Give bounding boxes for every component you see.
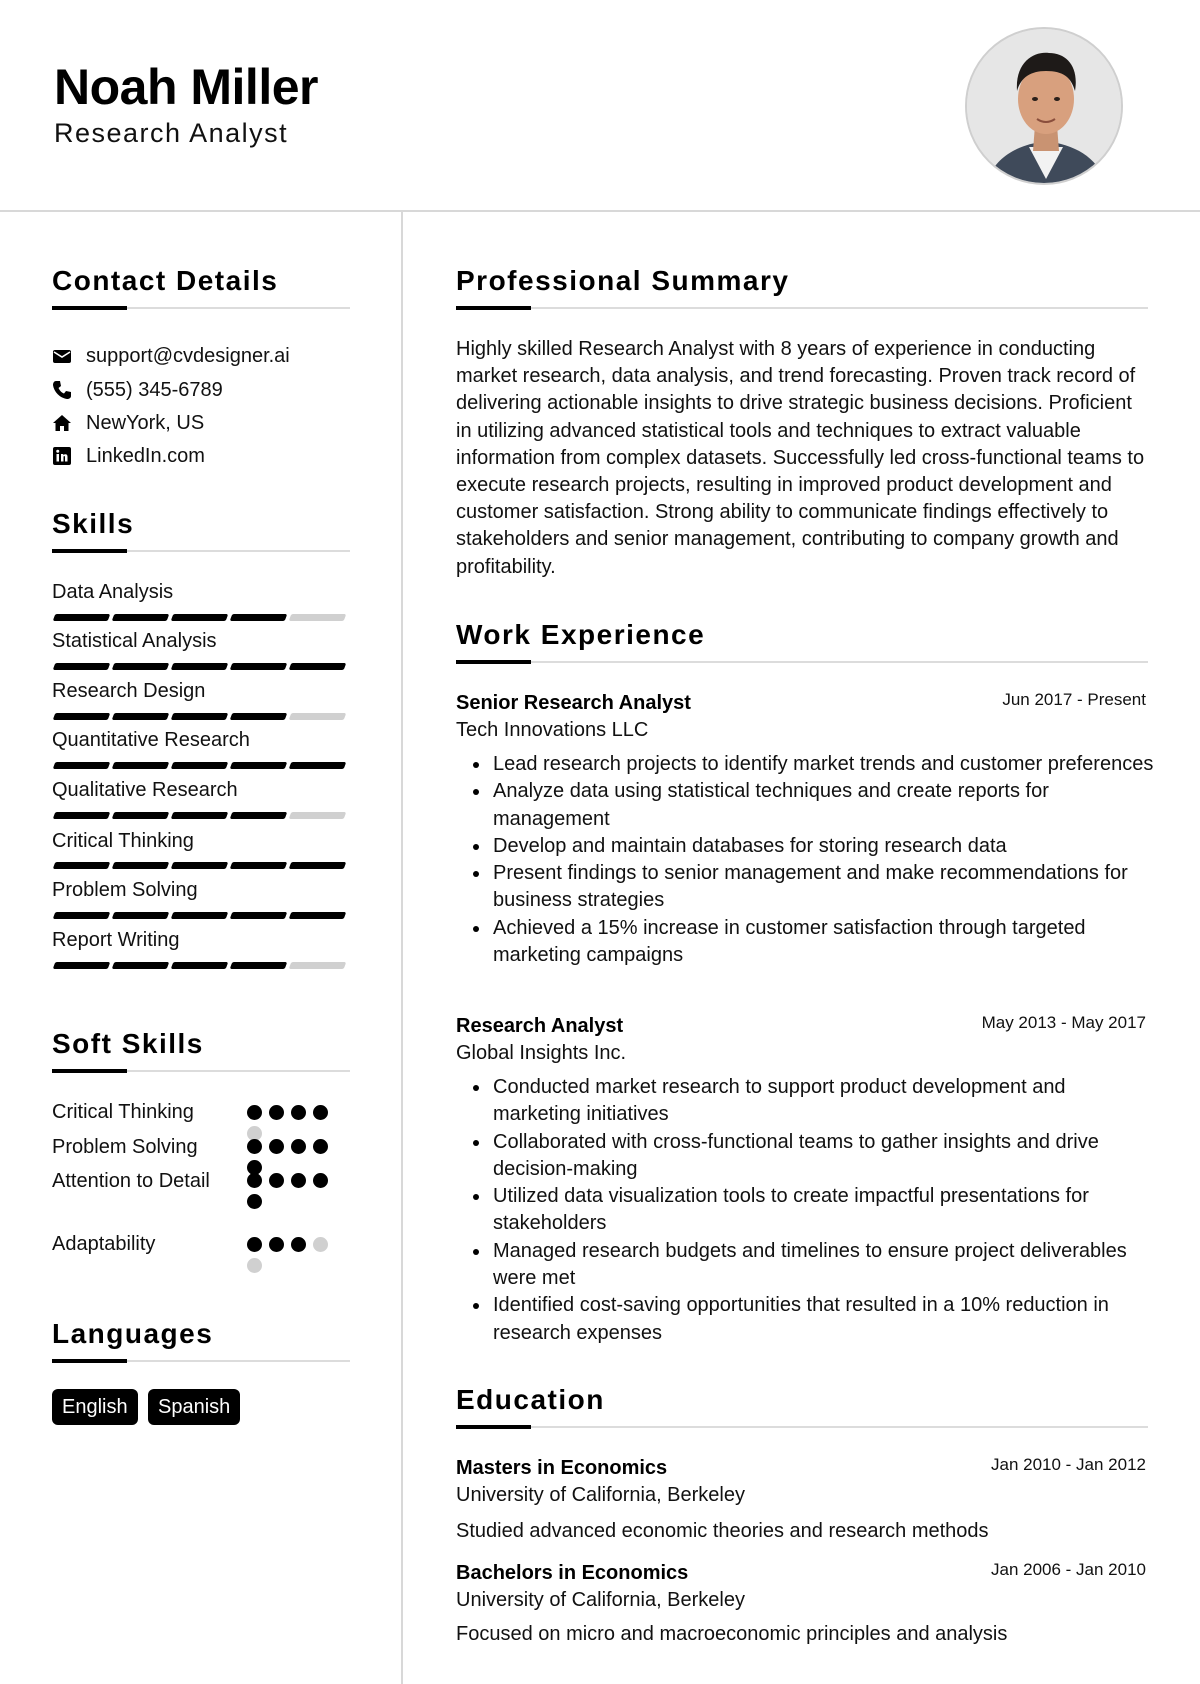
skill-segment-filled	[112, 663, 170, 670]
skill-segment-filled	[289, 762, 347, 769]
skill-segment-filled	[171, 713, 229, 720]
education-school: University of California, Berkeley	[456, 1484, 745, 1506]
skill-label: Statistical Analysis	[52, 630, 217, 652]
skill-segment-filled	[112, 713, 170, 720]
skill-segment-filled	[112, 962, 170, 969]
soft-skill-label: Attention to Detail	[52, 1170, 210, 1192]
skill-segment-empty	[289, 614, 347, 621]
education-heading: Education	[456, 1384, 605, 1415]
rating-dot-filled	[269, 1173, 284, 1188]
skill-segment-filled	[53, 862, 111, 869]
skill-label: Data Analysis	[52, 581, 174, 603]
contact-location	[52, 408, 204, 438]
home-icon	[52, 413, 72, 433]
rating-dot-filled	[247, 1105, 262, 1120]
language-pill-spanish: Spanish	[148, 1389, 240, 1425]
skills-heading: Skills	[52, 508, 135, 539]
rating-dot-filled	[291, 1139, 306, 1154]
contact-email-text: support@cvdesigner.ai	[86, 344, 290, 367]
job-bullet: Lead research projects to identify market trends and customer preferences	[456, 751, 1156, 778]
contact-heading-accent	[52, 306, 127, 310]
skill-segment-filled	[171, 762, 229, 769]
summary-heading-rule	[456, 307, 1148, 309]
skill-level-bar	[54, 762, 345, 769]
skill-segment-filled	[230, 762, 288, 769]
job-bullet: Managed research budgets and timelines to ensure project deliverables were met	[456, 1238, 1156, 1293]
experience-heading-accent	[456, 660, 531, 664]
rating-dot-empty	[247, 1258, 262, 1273]
soft-skills-heading: Soft Skills	[52, 1028, 204, 1059]
skill-label: Critical Thinking	[52, 830, 194, 852]
rating-dot-filled	[247, 1139, 262, 1154]
education-degree: Bachelors in Economics	[456, 1562, 689, 1584]
skill-label: Problem Solving	[52, 879, 198, 901]
job-bullet: Utilized data visualization tools to create impactful presentations for stakeholders	[456, 1183, 1156, 1238]
skill-segment-filled	[171, 862, 229, 869]
skill-label: Report Writing	[52, 929, 180, 951]
skill-level-bar	[54, 812, 345, 819]
contact-phone-text: (555) 345-6789	[86, 378, 223, 401]
skill-segment-filled	[53, 713, 111, 720]
soft-skill-label: Adaptability	[52, 1233, 156, 1255]
contact-email[interactable]	[52, 341, 290, 371]
skill-level-bar	[54, 663, 345, 670]
rating-dot-filled	[247, 1173, 262, 1188]
education-school: University of California, Berkeley	[456, 1589, 745, 1611]
resume-header	[0, 0, 1200, 212]
skill-level-bar	[54, 713, 345, 720]
skill-level-bar	[54, 962, 345, 969]
job-bullet: Achieved a 15% increase in customer satisfaction through targeted marketing campaigns	[456, 915, 1156, 970]
skill-segment-filled	[171, 663, 229, 670]
linkedin-icon	[52, 446, 72, 466]
contact-heading: Contact Details	[52, 265, 279, 296]
skill-segment-empty	[289, 713, 347, 720]
rating-dot-filled	[269, 1237, 284, 1252]
job-bullets	[456, 751, 1156, 969]
skill-level-bar	[54, 862, 345, 869]
skill-segment-filled	[230, 663, 288, 670]
skills-heading-accent	[52, 549, 127, 553]
skill-segment-filled	[289, 912, 347, 919]
soft-skill-dots	[247, 1139, 331, 1175]
contact-location-text: NewYork, US	[86, 411, 205, 434]
column-divider	[401, 212, 403, 1684]
skill-label: Quantitative Research	[52, 729, 250, 751]
skill-segment-filled	[230, 614, 288, 621]
job-date: May 2013 - May 2017	[981, 1013, 1146, 1032]
skill-segment-filled	[112, 812, 170, 819]
skill-segment-filled	[230, 713, 288, 720]
skill-segment-filled	[112, 912, 170, 919]
profile-photo	[965, 27, 1123, 185]
rating-dot-filled	[313, 1105, 328, 1120]
rating-dot-filled	[269, 1105, 284, 1120]
rating-dot-filled	[291, 1105, 306, 1120]
job-bullets	[456, 1074, 1156, 1347]
skill-label: Qualitative Research	[52, 779, 238, 801]
rating-dot-filled	[247, 1194, 262, 1209]
soft-skill-dots	[247, 1105, 331, 1141]
skill-segment-filled	[230, 912, 288, 919]
job-bullet: Collaborated with cross-functional teams to gather insights and drive decision-making	[456, 1129, 1156, 1184]
skill-segment-filled	[289, 862, 347, 869]
job-bullet: Develop and maintain databases for storing research data	[456, 833, 1156, 860]
phone-icon	[52, 380, 72, 400]
skill-segment-empty	[289, 812, 347, 819]
skill-segment-filled	[53, 812, 111, 819]
education-description: Studied advanced economic theories and research methods	[456, 1520, 989, 1542]
education-heading-rule	[456, 1426, 1148, 1428]
job-bullet: Conducted market research to support product development and marketing initiatives	[456, 1074, 1156, 1129]
contact-linkedin[interactable]	[52, 441, 205, 471]
education-heading-accent	[456, 1425, 531, 1429]
education-date: Jan 2006 - Jan 2010	[990, 1560, 1146, 1579]
education-date: Jan 2010 - Jan 2012	[990, 1455, 1146, 1474]
skill-segment-filled	[171, 962, 229, 969]
person-photo-icon	[967, 29, 1123, 185]
summary-text: Highly skilled Research Analyst with 8 years of experience in conducting market research, data analysis, and trend forecasting. Proven track record of delivering actionable insights to drive strategic business decisions. Proficient in utilizing advanced statistical tools and techniques to extract valuable information from complex datasets. Successfully led cross-functional teams to execute research projects, resulting in improved product development and customer satisfaction. Strong ability to communicate findings effectively to stakeholders and senior management, contributing to company growth and profitability.	[456, 338, 1145, 578]
experience-heading: Work Experience	[456, 619, 706, 650]
rating-dot-filled	[247, 1237, 262, 1252]
soft-skill-label: Critical Thinking	[52, 1101, 194, 1123]
candidate-name: Noah Miller	[54, 59, 318, 115]
envelope-icon	[52, 346, 72, 366]
contact-phone[interactable]	[52, 375, 223, 405]
skill-segment-filled	[171, 912, 229, 919]
soft-skill-dots	[247, 1237, 331, 1273]
summary-heading: Professional Summary	[456, 265, 790, 296]
candidate-title: Research Analyst	[54, 118, 289, 148]
skill-segment-filled	[53, 912, 111, 919]
experience-heading-rule	[456, 661, 1148, 663]
languages-heading-accent	[52, 1359, 127, 1363]
rating-dot-filled	[291, 1237, 306, 1252]
contact-linkedin-text: LinkedIn.com	[86, 444, 205, 467]
skill-segment-filled	[171, 812, 229, 819]
skill-segment-filled	[53, 614, 111, 621]
language-pill-english: English	[52, 1389, 138, 1425]
languages-heading: Languages	[52, 1318, 214, 1349]
rating-dot-filled	[269, 1139, 284, 1154]
soft-skill-label: Problem Solving	[52, 1136, 198, 1158]
skill-segment-filled	[230, 962, 288, 969]
rating-dot-filled	[291, 1173, 306, 1188]
skill-segment-filled	[230, 862, 288, 869]
rating-dot-empty	[313, 1237, 328, 1252]
skill-label: Research Design	[52, 680, 206, 702]
skill-segment-filled	[171, 614, 229, 621]
job-bullet: Present findings to senior management and make recommendations for business strategies	[456, 860, 1156, 915]
skill-segment-filled	[53, 663, 111, 670]
rating-dot-filled	[313, 1173, 328, 1188]
summary-heading-accent	[456, 306, 531, 310]
education-description: Focused on micro and macroeconomic principles and analysis	[456, 1623, 1008, 1645]
skill-segment-filled	[112, 762, 170, 769]
skill-segment-empty	[289, 962, 347, 969]
soft-skill-dots	[247, 1173, 331, 1209]
soft-skills-heading-accent	[52, 1069, 127, 1073]
job-company: Global Insights Inc.	[456, 1042, 627, 1064]
skill-segment-filled	[230, 812, 288, 819]
job-title: Senior Research Analyst	[456, 692, 691, 714]
job-title: Research Analyst	[456, 1015, 624, 1037]
job-company: Tech Innovations LLC	[456, 719, 649, 741]
job-bullet: Analyze data using statistical techniques and create reports for management	[456, 778, 1156, 833]
rating-dot-filled	[313, 1139, 328, 1154]
skill-segment-filled	[53, 962, 111, 969]
skill-segment-filled	[289, 663, 347, 670]
education-degree: Masters in Economics	[456, 1457, 668, 1479]
skill-level-bar	[54, 614, 345, 621]
skill-segment-filled	[112, 614, 170, 621]
skill-level-bar	[54, 912, 345, 919]
job-date: Jun 2017 - Present	[1002, 690, 1146, 709]
skill-segment-filled	[112, 862, 170, 869]
skill-segment-filled	[53, 762, 111, 769]
job-bullet: Identified cost-saving opportunities that resulted in a 10% reduction in research expenses	[456, 1292, 1156, 1347]
